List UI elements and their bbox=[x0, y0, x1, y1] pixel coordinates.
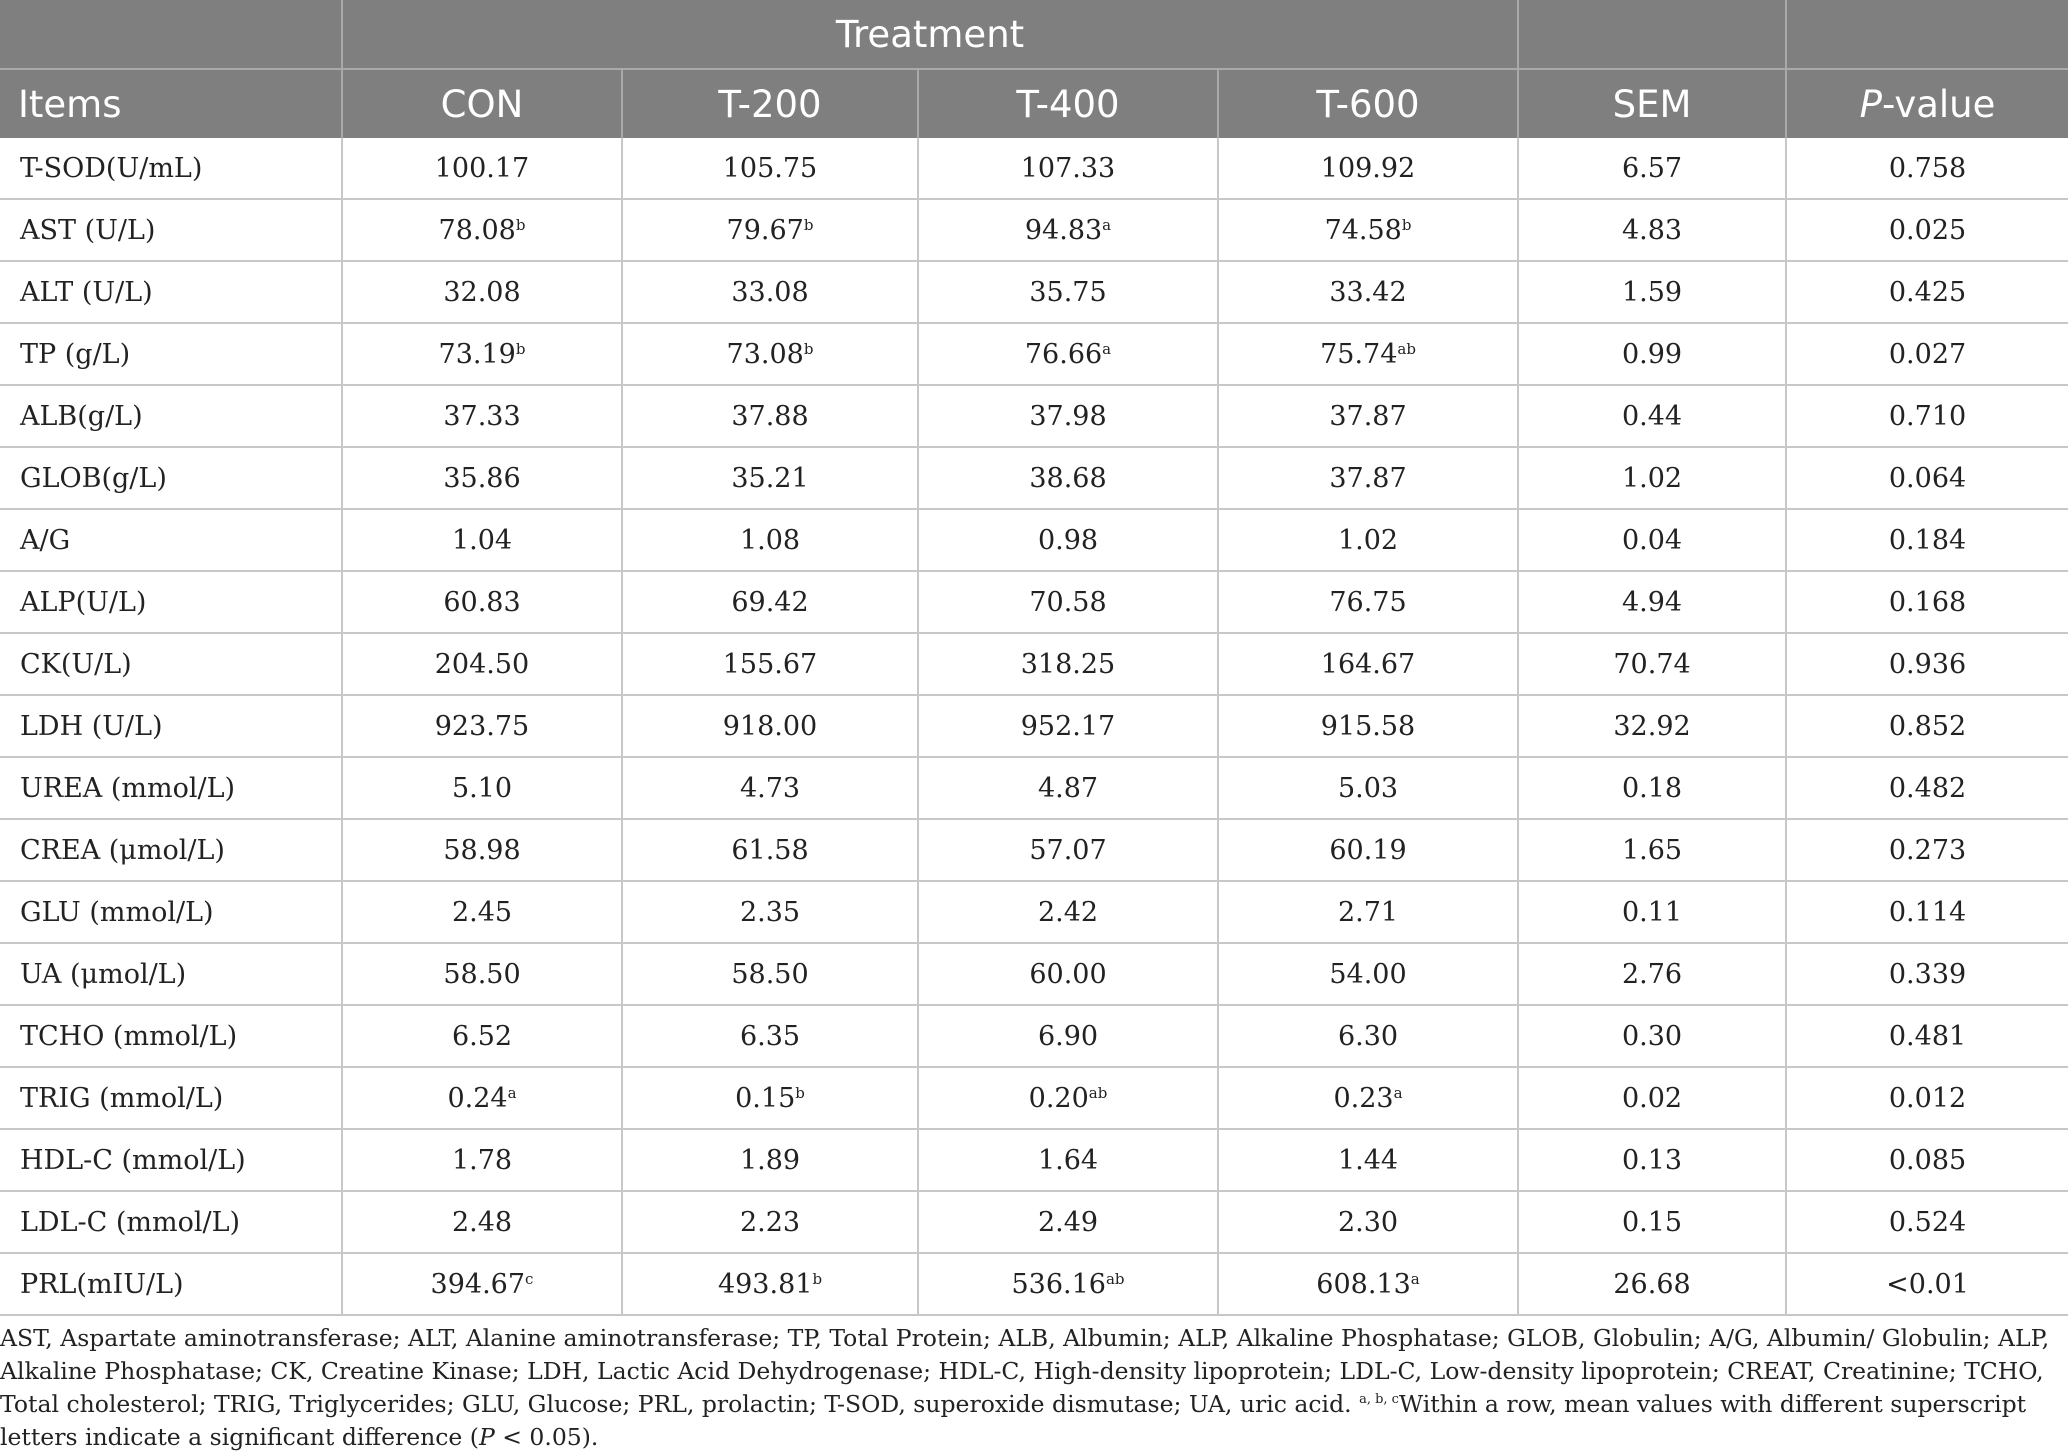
t600-value: 74.58 bbox=[1324, 214, 1402, 246]
t600-value: 6.30 bbox=[1337, 1020, 1399, 1052]
t200-value-cell bbox=[622, 323, 918, 385]
t600-value-cell bbox=[1218, 261, 1518, 323]
t400-value: 60.00 bbox=[1029, 958, 1107, 990]
pvalue-cell: 0.168 bbox=[1786, 571, 2068, 633]
con-value: 100.17 bbox=[434, 152, 530, 184]
t400-value: 2.49 bbox=[1037, 1206, 1099, 1238]
t200-value: 37.88 bbox=[731, 400, 809, 432]
t600-value-cell bbox=[1218, 1253, 1518, 1315]
t200-value-cell bbox=[622, 819, 918, 881]
t400-value: 6.90 bbox=[1037, 1020, 1099, 1052]
t400-value: 536.16 bbox=[1011, 1268, 1106, 1300]
t200-value-cell bbox=[622, 1067, 918, 1129]
t400-value-cell bbox=[918, 323, 1218, 385]
t600-column-header: T-600 bbox=[1218, 69, 1518, 138]
t600-value-cell bbox=[1218, 447, 1518, 509]
table-row bbox=[0, 385, 2068, 447]
pvalue-cell: 0.852 bbox=[1786, 695, 2068, 757]
t400-value: 35.75 bbox=[1029, 276, 1107, 308]
con-value: 78.08 bbox=[438, 214, 516, 246]
con-value-cell bbox=[342, 943, 622, 1005]
t600-value: 608.13 bbox=[1316, 1268, 1411, 1300]
t400-value: 57.07 bbox=[1029, 834, 1107, 866]
row-item-label: CK(U/L) bbox=[0, 633, 342, 695]
header-blank-cell bbox=[1518, 0, 1786, 69]
row-item-label: UREA (mmol/L) bbox=[0, 757, 342, 819]
con-value-cell bbox=[342, 1253, 622, 1315]
row-item-label: HDL-C (mmol/L) bbox=[0, 1129, 342, 1191]
t600-value-cell bbox=[1218, 633, 1518, 695]
con-value: 1.78 bbox=[451, 1144, 513, 1176]
table-row bbox=[0, 199, 2068, 261]
con-value: 1.04 bbox=[451, 524, 513, 556]
t200-value: 35.21 bbox=[731, 462, 809, 494]
t200-value: 6.35 bbox=[739, 1020, 801, 1052]
t200-significance-superscript: b bbox=[795, 1083, 805, 1102]
pvalue-cell: 0.481 bbox=[1786, 1005, 2068, 1067]
table-row bbox=[0, 1067, 2068, 1129]
footnote-note-end: < 0.05). bbox=[494, 1423, 599, 1451]
t400-value: 38.68 bbox=[1029, 462, 1107, 494]
sem-value-cell: 4.83 bbox=[1518, 199, 1786, 261]
sem-value-cell: 0.15 bbox=[1518, 1191, 1786, 1253]
t400-value-cell bbox=[918, 633, 1218, 695]
pvalue-cell: 0.064 bbox=[1786, 447, 2068, 509]
t200-value-cell bbox=[622, 571, 918, 633]
sem-value-cell: 26.68 bbox=[1518, 1253, 1786, 1315]
t200-value-cell bbox=[622, 199, 918, 261]
t200-value-cell bbox=[622, 881, 918, 943]
t200-value-cell bbox=[622, 509, 918, 571]
t200-value: 105.75 bbox=[722, 152, 818, 184]
t400-value-cell bbox=[918, 509, 1218, 571]
row-item-label: ALB(g/L) bbox=[0, 385, 342, 447]
sem-value-cell: 0.11 bbox=[1518, 881, 1786, 943]
pvalue-cell: 0.273 bbox=[1786, 819, 2068, 881]
t400-value-cell bbox=[918, 1253, 1218, 1315]
t400-column-header: T-400 bbox=[918, 69, 1218, 138]
row-item-label: T-SOD(U/mL) bbox=[0, 138, 342, 199]
pvalue-cell: 0.524 bbox=[1786, 1191, 2068, 1253]
con-value: 58.98 bbox=[443, 834, 521, 866]
t200-value-cell bbox=[622, 261, 918, 323]
footnote-superscript: a, b, c bbox=[1359, 1392, 1399, 1407]
sem-value-cell: 0.02 bbox=[1518, 1067, 1786, 1129]
t200-significance-superscript: b bbox=[803, 215, 814, 234]
t600-value: 76.75 bbox=[1329, 586, 1407, 618]
t600-value-cell bbox=[1218, 757, 1518, 819]
t600-value: 1.44 bbox=[1337, 1144, 1399, 1176]
pvalue-cell: 0.339 bbox=[1786, 943, 2068, 1005]
sem-value-cell: 0.99 bbox=[1518, 323, 1786, 385]
con-value-cell bbox=[342, 138, 622, 199]
t600-value-cell bbox=[1218, 1005, 1518, 1067]
row-item-label: ALT (U/L) bbox=[0, 261, 342, 323]
row-item-label: TCHO (mmol/L) bbox=[0, 1005, 342, 1067]
row-item-label: TRIG (mmol/L) bbox=[0, 1067, 342, 1129]
table-body bbox=[0, 138, 2068, 1315]
t600-value-cell bbox=[1218, 571, 1518, 633]
t400-value-cell bbox=[918, 1067, 1218, 1129]
pvalue-cell: 0.114 bbox=[1786, 881, 2068, 943]
table-row bbox=[0, 943, 2068, 1005]
t400-significance-superscript: ab bbox=[1105, 1269, 1125, 1288]
t200-value-cell bbox=[622, 633, 918, 695]
sem-value-cell: 0.30 bbox=[1518, 1005, 1786, 1067]
pvalue-cell: 0.012 bbox=[1786, 1067, 2068, 1129]
t200-value-cell bbox=[622, 447, 918, 509]
con-value: 2.48 bbox=[451, 1206, 513, 1238]
t600-value-cell bbox=[1218, 1129, 1518, 1191]
t400-significance-superscript: a bbox=[1102, 215, 1112, 234]
pvalue-column-header: P-value bbox=[1786, 69, 2068, 138]
t200-significance-superscript: b bbox=[803, 339, 814, 358]
table-row bbox=[0, 757, 2068, 819]
t400-value-cell bbox=[918, 943, 1218, 1005]
sem-value-cell: 0.13 bbox=[1518, 1129, 1786, 1191]
t600-value: 1.02 bbox=[1337, 524, 1399, 556]
t600-value-cell bbox=[1218, 819, 1518, 881]
table-row bbox=[0, 447, 2068, 509]
t400-value-cell bbox=[918, 138, 1218, 199]
row-item-label: CREA (μmol/L) bbox=[0, 819, 342, 881]
row-item-label: GLOB(g/L) bbox=[0, 447, 342, 509]
table-row bbox=[0, 1191, 2068, 1253]
t200-value-cell bbox=[622, 385, 918, 447]
t200-value: 79.67 bbox=[726, 214, 804, 246]
t200-value: 4.73 bbox=[739, 772, 801, 804]
con-value: 0.24 bbox=[447, 1082, 508, 1114]
t400-value-cell bbox=[918, 819, 1218, 881]
t200-value: 493.81 bbox=[717, 1268, 813, 1300]
t600-significance-superscript: b bbox=[1401, 215, 1412, 234]
table-row bbox=[0, 1253, 2068, 1315]
con-value-cell bbox=[342, 819, 622, 881]
t600-value-cell bbox=[1218, 385, 1518, 447]
pvalue-cell: 0.758 bbox=[1786, 138, 2068, 199]
con-significance-superscript: a bbox=[507, 1083, 517, 1102]
con-value-cell bbox=[342, 571, 622, 633]
sem-value-cell: 1.59 bbox=[1518, 261, 1786, 323]
t400-value: 2.42 bbox=[1037, 896, 1099, 928]
table-row bbox=[0, 323, 2068, 385]
row-item-label: PRL(mIU/L) bbox=[0, 1253, 342, 1315]
table-row bbox=[0, 509, 2068, 571]
t200-value: 155.67 bbox=[722, 648, 818, 680]
con-value: 394.67 bbox=[430, 1268, 526, 1300]
t400-value: 0.20 bbox=[1028, 1082, 1089, 1114]
pvalue-cell: 0.482 bbox=[1786, 757, 2068, 819]
row-item-label: LDH (U/L) bbox=[0, 695, 342, 757]
t600-value: 54.00 bbox=[1329, 958, 1407, 990]
pvalue-cell: 0.425 bbox=[1786, 261, 2068, 323]
pvalue-cell: <0.01 bbox=[1786, 1253, 2068, 1315]
con-value: 73.19 bbox=[438, 338, 516, 370]
t600-value-cell bbox=[1218, 323, 1518, 385]
t600-value-cell bbox=[1218, 1067, 1518, 1129]
con-value-cell bbox=[342, 1191, 622, 1253]
header-blank-cell bbox=[1786, 0, 2068, 69]
t400-value-cell bbox=[918, 1191, 1218, 1253]
t600-value-cell bbox=[1218, 943, 1518, 1005]
con-value: 58.50 bbox=[443, 958, 521, 990]
t200-value-cell bbox=[622, 1005, 918, 1067]
t200-value: 1.89 bbox=[739, 1144, 801, 1176]
t600-value: 2.71 bbox=[1337, 896, 1399, 928]
row-item-label: AST (U/L) bbox=[0, 199, 342, 261]
row-item-label: UA (μmol/L) bbox=[0, 943, 342, 1005]
con-value: 2.45 bbox=[451, 896, 513, 928]
t600-significance-superscript: ab bbox=[1397, 339, 1416, 358]
t200-value-cell bbox=[622, 1129, 918, 1191]
t400-value: 94.83 bbox=[1024, 214, 1103, 246]
con-value: 204.50 bbox=[434, 648, 530, 680]
t400-value: 70.58 bbox=[1029, 586, 1107, 618]
t400-value: 952.17 bbox=[1020, 710, 1116, 742]
con-value-cell bbox=[342, 447, 622, 509]
con-value: 923.75 bbox=[434, 710, 530, 742]
t600-value-cell bbox=[1218, 199, 1518, 261]
t400-value-cell bbox=[918, 199, 1218, 261]
t600-value: 60.19 bbox=[1329, 834, 1407, 866]
t400-value: 37.98 bbox=[1029, 400, 1107, 432]
sem-value-cell: 6.57 bbox=[1518, 138, 1786, 199]
t600-value: 0.23 bbox=[1333, 1082, 1394, 1114]
con-value: 6.52 bbox=[451, 1020, 513, 1052]
t200-value-cell bbox=[622, 695, 918, 757]
t400-significance-superscript: ab bbox=[1088, 1083, 1108, 1102]
sem-value-cell: 0.44 bbox=[1518, 385, 1786, 447]
con-value: 60.83 bbox=[443, 586, 521, 618]
t400-value: 1.64 bbox=[1037, 1144, 1099, 1176]
con-value-cell bbox=[342, 1005, 622, 1067]
t200-value: 0.15 bbox=[735, 1082, 796, 1114]
table-row bbox=[0, 695, 2068, 757]
t200-value: 33.08 bbox=[731, 276, 809, 308]
t600-value: 75.74 bbox=[1320, 338, 1398, 370]
t200-value: 2.23 bbox=[739, 1206, 801, 1238]
row-item-label: A/G bbox=[0, 509, 342, 571]
t600-value: 915.58 bbox=[1320, 710, 1416, 742]
con-value-cell bbox=[342, 385, 622, 447]
t200-value: 61.58 bbox=[731, 834, 809, 866]
sem-column-header: SEM bbox=[1518, 69, 1786, 138]
t400-value-cell bbox=[918, 385, 1218, 447]
t200-significance-superscript: b bbox=[812, 1269, 823, 1288]
sem-value-cell: 1.65 bbox=[1518, 819, 1786, 881]
t400-value: 0.98 bbox=[1037, 524, 1099, 556]
con-value: 37.33 bbox=[443, 400, 521, 432]
t400-value-cell bbox=[918, 447, 1218, 509]
row-item-label: ALP(U/L) bbox=[0, 571, 342, 633]
pvalue-cell: 0.184 bbox=[1786, 509, 2068, 571]
t400-value: 107.33 bbox=[1020, 152, 1116, 184]
con-value-cell bbox=[342, 633, 622, 695]
t400-value: 76.66 bbox=[1024, 338, 1103, 370]
t200-value: 69.42 bbox=[731, 586, 809, 618]
t400-value-cell bbox=[918, 261, 1218, 323]
t200-value: 2.35 bbox=[739, 896, 801, 928]
t600-value-cell bbox=[1218, 1191, 1518, 1253]
t400-significance-superscript: a bbox=[1102, 339, 1112, 358]
t400-value: 4.87 bbox=[1037, 772, 1099, 804]
t600-value-cell bbox=[1218, 138, 1518, 199]
t600-value: 109.92 bbox=[1320, 152, 1416, 184]
sem-value-cell: 70.74 bbox=[1518, 633, 1786, 695]
table-row bbox=[0, 261, 2068, 323]
sem-value-cell: 0.04 bbox=[1518, 509, 1786, 571]
t600-value: 37.87 bbox=[1329, 400, 1407, 432]
t600-value: 33.42 bbox=[1329, 276, 1407, 308]
t200-column-header: T-200 bbox=[622, 69, 918, 138]
t600-significance-superscript: a bbox=[1410, 1269, 1420, 1288]
con-value: 32.08 bbox=[443, 276, 521, 308]
con-value-cell bbox=[342, 757, 622, 819]
sem-value-cell: 1.02 bbox=[1518, 447, 1786, 509]
table-row bbox=[0, 881, 2068, 943]
t600-significance-superscript: a bbox=[1393, 1083, 1403, 1102]
pvalue-cell: 0.936 bbox=[1786, 633, 2068, 695]
table-header bbox=[0, 0, 2068, 138]
con-column-header: CON bbox=[342, 69, 622, 138]
con-value-cell bbox=[342, 1067, 622, 1129]
t600-value: 164.67 bbox=[1320, 648, 1416, 680]
sem-value-cell: 4.94 bbox=[1518, 571, 1786, 633]
t200-value-cell bbox=[622, 757, 918, 819]
header-blank-cell bbox=[0, 0, 342, 69]
table-row bbox=[0, 1129, 2068, 1191]
con-value-cell bbox=[342, 881, 622, 943]
t600-value-cell bbox=[1218, 881, 1518, 943]
row-item-label: LDL-C (mmol/L) bbox=[0, 1191, 342, 1253]
t400-value-cell bbox=[918, 757, 1218, 819]
t600-value-cell bbox=[1218, 695, 1518, 757]
t200-value: 1.08 bbox=[739, 524, 801, 556]
t600-value: 37.87 bbox=[1329, 462, 1407, 494]
pvalue-cell: 0.025 bbox=[1786, 199, 2068, 261]
table-row bbox=[0, 138, 2068, 199]
row-item-label: TP (g/L) bbox=[0, 323, 342, 385]
t600-value-cell bbox=[1218, 509, 1518, 571]
t400-value-cell bbox=[918, 881, 1218, 943]
t200-value-cell bbox=[622, 943, 918, 1005]
t400-value-cell bbox=[918, 571, 1218, 633]
t200-value: 58.50 bbox=[731, 958, 809, 990]
t400-value-cell bbox=[918, 695, 1218, 757]
table-row bbox=[0, 571, 2068, 633]
footnote-note: Within a row, mean values with different superscript letters indicate a significant difference ( bbox=[0, 1390, 2027, 1451]
t200-value-cell bbox=[622, 1191, 918, 1253]
pvalue-cell: 0.027 bbox=[1786, 323, 2068, 385]
footnote-abbreviations: AST, Aspartate aminotransferase; ALT, Alanine aminotransferase; TP, Total Protein; ALB, Albumin; ALP, Alkaline Phosphatase; GLOB, Globulin; A/G, Albumin/ Globulin; ALP, Alkaline Phosphatase; CK, Creatine Kinase; LDH, Lactic Acid Dehydrogenase; HDL-C, High-density lipoprotein; LDL-C, Low-density lipoprotein; CREAT, Creatinine; TCHO, Total cholesterol; TRIG, Triglycerides; GLU, Glucose; PRL, prolactin; T-SOD, superoxide dismutase; UA, uric acid. bbox=[0, 1324, 2050, 1418]
con-value-cell bbox=[342, 1129, 622, 1191]
table-row bbox=[0, 819, 2068, 881]
table-footnote bbox=[0, 1322, 2060, 1454]
t200-value: 73.08 bbox=[726, 338, 804, 370]
t400-value-cell bbox=[918, 1005, 1218, 1067]
t600-value: 2.30 bbox=[1337, 1206, 1399, 1238]
con-value: 35.86 bbox=[443, 462, 521, 494]
row-item-label: GLU (mmol/L) bbox=[0, 881, 342, 943]
sem-value-cell: 2.76 bbox=[1518, 943, 1786, 1005]
items-column-header: Items bbox=[0, 69, 342, 138]
con-significance-superscript: b bbox=[515, 215, 526, 234]
pvalue-cell: 0.710 bbox=[1786, 385, 2068, 447]
con-significance-superscript: b bbox=[515, 339, 526, 358]
t200-value-cell bbox=[622, 1253, 918, 1315]
con-value-cell bbox=[342, 509, 622, 571]
t600-value: 5.03 bbox=[1337, 772, 1399, 804]
table-row bbox=[0, 1005, 2068, 1067]
sem-value-cell: 0.18 bbox=[1518, 757, 1786, 819]
t400-value: 318.25 bbox=[1020, 648, 1116, 680]
t200-value: 918.00 bbox=[722, 710, 818, 742]
con-value-cell bbox=[342, 695, 622, 757]
t200-value-cell bbox=[622, 138, 918, 199]
con-value-cell bbox=[342, 199, 622, 261]
con-value-cell bbox=[342, 261, 622, 323]
treatment-group-header: Treatment bbox=[342, 0, 1518, 69]
t400-value-cell bbox=[918, 1129, 1218, 1191]
pvalue-cell: 0.085 bbox=[1786, 1129, 2068, 1191]
sem-value-cell: 32.92 bbox=[1518, 695, 1786, 757]
con-value: 5.10 bbox=[451, 772, 513, 804]
table-row bbox=[0, 633, 2068, 695]
footnote-p-italic: P bbox=[478, 1423, 495, 1451]
con-value-cell bbox=[342, 323, 622, 385]
con-significance-superscript: c bbox=[525, 1269, 534, 1288]
